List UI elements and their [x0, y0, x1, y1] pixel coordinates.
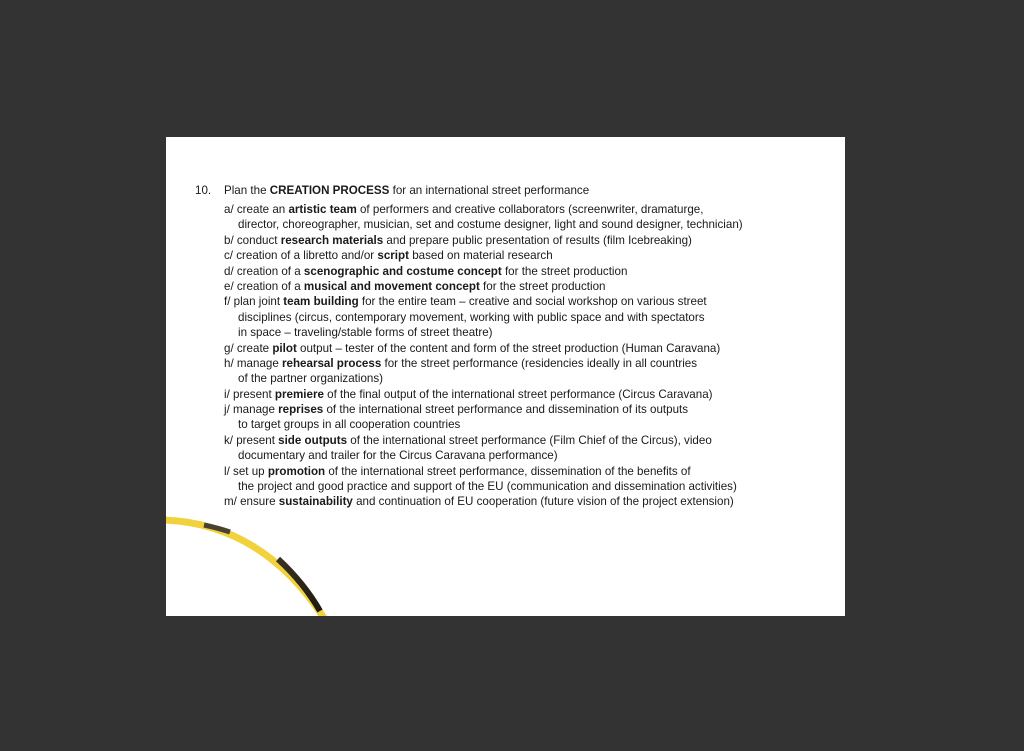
body-text: documentary and trailer for the Circus Caravana performance)	[238, 449, 558, 463]
body-text: and prepare public presentation of results (film Icebreaking)	[383, 233, 692, 247]
emphasis-text: side outputs	[278, 433, 348, 447]
body-text: d/ creation of a	[224, 264, 304, 278]
body-text: of the international street performance and dissemination of its outputs	[323, 403, 689, 417]
list-item	[224, 294, 840, 340]
creation-process-section	[195, 183, 840, 510]
body-text: c/ creation of a libretto and/or	[224, 249, 378, 263]
list-item	[224, 494, 840, 509]
body-text: l/ set up	[224, 464, 268, 478]
list-item-line	[224, 402, 840, 417]
list-item-line	[224, 233, 840, 248]
list-item-continuation	[224, 310, 840, 325]
list-item	[224, 202, 840, 233]
emphasis-text: research materials	[280, 233, 384, 247]
list-item	[224, 433, 840, 464]
body-text: g/ create	[224, 341, 273, 355]
heading-post: for an international street performance	[389, 184, 590, 197]
emphasis-text: musical and movement concept	[303, 279, 480, 293]
emphasis-text: sustainability	[278, 495, 353, 509]
heading-number: 10.	[195, 184, 212, 197]
list-item-line	[224, 464, 840, 479]
heading-pre: Plan the	[224, 184, 270, 197]
body-text: director, choreographer, musician, set and costume designer, light and sound designer, technician)	[238, 218, 743, 232]
list-item-continuation	[224, 417, 840, 432]
body-text: f/ plan joint	[224, 295, 284, 309]
list-item-line	[224, 433, 840, 448]
list-item-line	[224, 494, 840, 509]
body-text: b/ conduct	[224, 233, 281, 247]
list-item	[224, 248, 840, 263]
list-item-line	[224, 202, 840, 217]
body-text: to target groups in all cooperation countries	[238, 418, 461, 432]
list-item-continuation	[224, 325, 840, 340]
body-text: e/ creation of a	[224, 279, 304, 293]
emphasis-text: reprises	[278, 403, 324, 417]
body-text: in space – traveling/stable forms of street theatre)	[238, 326, 493, 340]
list-item-line	[224, 248, 840, 263]
body-text: for the street performance (residencies ideally in all countries	[381, 356, 698, 370]
list-item	[224, 356, 840, 387]
body-text: i/ present	[224, 387, 275, 401]
list-item	[224, 279, 840, 294]
list-item-line	[224, 279, 840, 294]
body-text: j/ manage	[224, 403, 279, 417]
body-text: output – tester of the content and form of the street production (Human Caravana)	[296, 341, 721, 355]
emphasis-text: team building	[283, 295, 359, 309]
emphasis-text: scenographic and costume concept	[303, 264, 502, 278]
list-item-continuation	[224, 479, 840, 494]
list-item-line	[224, 341, 840, 356]
body-text: for the street production	[501, 264, 628, 278]
list-item	[224, 233, 840, 248]
list-item-continuation	[224, 448, 840, 463]
list-item-line	[224, 356, 840, 371]
body-text: for the entire team – creative and social workshop on various street	[358, 295, 707, 309]
emphasis-text: script	[377, 249, 409, 263]
emphasis-text: pilot	[272, 341, 297, 355]
list-item	[224, 341, 840, 356]
list-item	[224, 464, 840, 495]
list-item-continuation	[224, 371, 840, 386]
list-item	[224, 402, 840, 433]
body-text: based on material research	[408, 249, 553, 263]
body-text: m/ ensure	[224, 495, 279, 509]
emphasis-text: artistic team	[288, 203, 357, 216]
list-item-continuation	[224, 217, 840, 232]
body-text: and continuation of EU cooperation (future vision of the project extension)	[352, 495, 734, 509]
heading-text	[224, 183, 589, 198]
list-item	[224, 264, 840, 279]
body-text: of performers and creative collaborators (screenwriter, dramaturge,	[356, 203, 704, 216]
list-item-line	[224, 294, 840, 309]
list-item-line	[224, 264, 840, 279]
section-heading	[195, 183, 840, 202]
list-item-line	[224, 387, 840, 402]
task-list	[224, 202, 840, 510]
emphasis-text: rehearsal process	[282, 356, 382, 370]
body-text: disciplines (circus, contemporary movement, working with public space and with spectators	[238, 310, 705, 324]
body-text: of the international street performance, dissemination of the benefits of	[325, 464, 691, 478]
body-text: of the international street performance (Film Chief of the Circus), video	[347, 433, 712, 447]
list-item	[224, 387, 840, 402]
emphasis-text: promotion	[267, 464, 326, 478]
body-text: of the partner organizations)	[238, 372, 384, 386]
body-text: k/ present	[224, 433, 279, 447]
body-text: the project and good practice and support of the EU (communication and dissemination activities)	[238, 480, 737, 494]
heading-bold: CREATION PROCESS	[269, 184, 390, 197]
body-text: of the final output of the international street performance (Circus Caravana)	[323, 387, 713, 401]
document-page	[166, 137, 845, 616]
body-text: for the street production	[479, 279, 606, 293]
emphasis-text: premiere	[274, 387, 324, 401]
body-text: h/ manage	[224, 356, 283, 370]
body-text: a/ create an	[224, 203, 289, 216]
